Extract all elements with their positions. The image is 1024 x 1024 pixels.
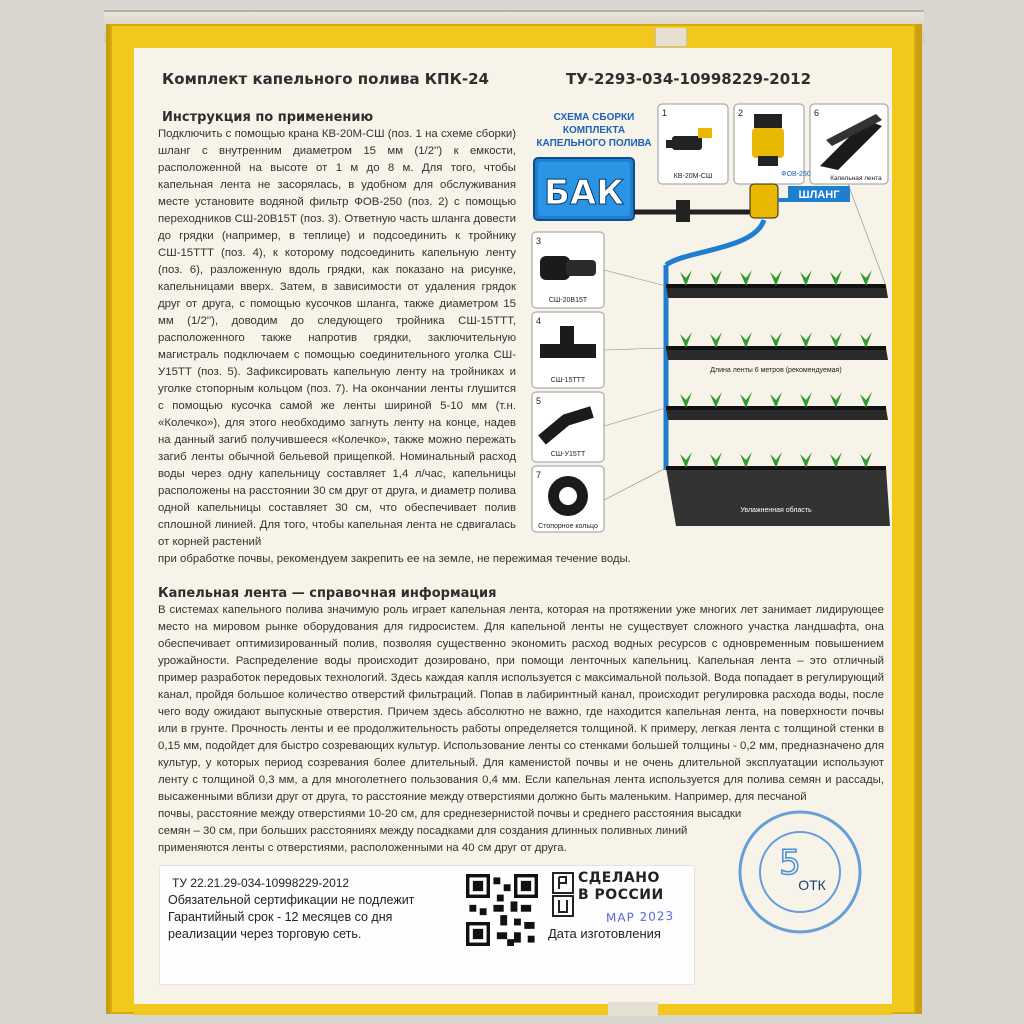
diagram-title-2: КОМПЛЕКТА — [562, 125, 626, 136]
diagram-title-1: СХЕМА СБОРКИ — [553, 112, 635, 123]
bed-row-4 — [666, 452, 890, 526]
part-7-label: Стопорное кольцо — [538, 523, 598, 530]
otk-center: ОТК — [798, 877, 826, 893]
part-5-label: СШ-У15ТТ — [550, 451, 586, 458]
tu-code: ТУ-2293-034-10998229-2012 — [566, 70, 812, 88]
sticker-cert-line-1: Обязательной сертификации не подлежит — [168, 893, 415, 907]
made-in-russia-logo — [552, 872, 574, 918]
sticker-cert-line-3: реализации через торговую сеть. — [168, 927, 362, 941]
part-4-num: 4 — [536, 316, 542, 326]
instructions-heading: Инструкция по применению — [162, 110, 374, 125]
otk-number: 5 — [779, 843, 801, 883]
part-2-label: ФОВ-250 — [781, 171, 811, 178]
made-in-line-1: СДЕЛАНО — [578, 870, 660, 886]
date-stamp: МАР 2023 — [605, 908, 675, 926]
part-1-box — [658, 104, 728, 184]
tank-label: БАК — [543, 173, 625, 213]
diagram-title-3: КАПЕЛЬНОГО ПОЛИВА — [536, 138, 652, 149]
part-1-label: КВ-20М-СШ — [673, 173, 713, 180]
box-seam-bottom — [608, 1002, 658, 1016]
date-label: Дата изготовления — [548, 926, 661, 941]
hose-label: ШЛАНГ — [798, 189, 840, 201]
part-3-label: СШ-20В15Т — [548, 297, 588, 304]
assembly-diagram — [526, 100, 896, 540]
part-5-num: 5 — [536, 396, 542, 406]
length-label: Длина ленты 6 метров (рекомендуемая) — [710, 367, 842, 374]
made-in-russia-text — [578, 870, 664, 904]
part-3-num: 3 — [536, 236, 542, 246]
bottom-strip — [134, 1005, 892, 1015]
part-7-num: 7 — [536, 470, 542, 480]
bed-row-2 — [666, 332, 888, 360]
sticker-cert-line-2: Гарантийный срок - 12 месяцев со дня — [168, 910, 393, 924]
part-6-box — [810, 104, 888, 184]
part-6-num: 6 — [814, 108, 820, 118]
part-2-num: 2 — [738, 108, 744, 118]
moist-label: Увлажненная область — [740, 507, 812, 514]
box-seam — [655, 28, 687, 47]
otk-stamp — [736, 808, 864, 936]
reference-tail: почвы, расстояние между отверстиями 10-20 см, для среднезернистой почвы и среднего расстояния высадки семян – 30 см, при больших расстояниях между посадками для создания длинных поливных линий применяются ленты с отверстиями, расположенными на 40 см друг от друга. — [158, 808, 742, 854]
part-4-label: СШ-15ТТТ — [550, 377, 586, 384]
part-6-label: Капельная лента — [830, 175, 882, 182]
instructions-body: Подключить с помощью крана КВ-20М-СШ (поз. 1 на схеме сборки) шланг с внутренним диаметром 15 мм (1/2'') к емкости, расположенной на высоте от 1 м до 8 м. Для того, чтобы капельная лента не засорялась, в удобном для обслуживания месте установите водяной фильтр ФОВ-250 (поз. 2) с помощью переходников СШ-20В15Т (поз. 3). Ответную часть шланга довести до грядки (например, в теплице) и подсоединить к тройнику СШ-15ТТТ (поз. 4), к которому подсоединить капельную ленту (поз. 6), разложенную вдоль грядки, как показано на рисунке, капельницами вверх. Затем, в зависимости от удаления грядок друг от друга, с помощью кусочков шланга, также диаметром 15 мм (1/2''), доводим до следующего тройника СШ-15ТТТ, расположенного также напротив грядки, заключительную магистраль подключаем с помощью соединительного уголка СШ-У15ТТ (поз. 5). Зафиксировать капельную ленту на тройниках и уголке стопорным кольцом (поз. 7). На окончании ленты глушится с помощью кусочка самой же ленты шириной 5-10 мм (т.н. «Колечко»), для этого необходимо загнуть ленту на конце, надев на данный загиб получившееся «Колечко», также можно пережать загиб ленты обычной бельевой прищепкой. Номинальный расход воды через одну капельницу составляет 1,4 л/час, капельницы расположены на расстоянии 30 см друг от друга, и диаметр полива одной капельницы составляет 30 см, что обеспечивает полив сплошной линией. Для того, чтобы капельная лента не сдвигалась от корней растений — [158, 128, 516, 548]
made-in-line-2: В РОССИИ — [578, 887, 664, 903]
reference-body: В системах капельного полива значимую роль играет капельная лента, которая на протяжении уже многих лет занимает лидирующее место на мировом рынке оборудования для гидросистем. Для капельной ленты не существует сложного участка ландшафта, она обеспечивает оптимизированный полив, позволяя существенно экономить расход водных ресурсов с одновременным повышением урожайности. Распределение воды происходит дозировано, при помощи ленточных капельниц. Капельная лента – это отличный пример разработок передовых технологий. Здесь каждая капля используется с максимальной пользой. Вода попадает в регулирующий канал, пройдя большое количество отверстий фильтраций. Попав в лабиринтный канал, происходит регулировка расхода воды, после чего воду ожидают выпускные отверстия. Причем здесь абсолютно не важно, где находится капельная лента, на поверхности почвы или в грунте. Прочность ленты и ее продолжительность работы определяется толщиной. К примеру, легкая лента с толщиной стенки в 0,15 мм, подойдет для быстро созревающих культур. Использование ленты со стенками большей толщины - 0,2 мм, предназначено для культур, у которых период созревания более длительный. Для каменистой почвы и не очень длительной эксплуатации используют ленту с толщиной 0,3 мм, а для многолетнего пользования 0,4 мм. Если капельная лента используется для полива семян и рассады, высаженными вблизи друг от друга, то расстояние между отверстиями должно быть маленьким. Например, для песчаной — [158, 604, 884, 803]
sticker-cert — [168, 892, 468, 943]
product-title: Комплект капельного полива КПК-24 — [162, 70, 489, 88]
pipeline — [634, 184, 816, 470]
part-1-num: 1 — [662, 108, 668, 118]
sticker-tu: ТУ 22.21.29-034-10998229-2012 — [172, 876, 350, 890]
reference-heading: Капельная лента — справочная информация — [158, 586, 497, 601]
instructions-tail: при обработке почвы, рекомендуем закрепить ее на земле, не пережимая течение воды. — [158, 553, 631, 565]
bed-row-1 — [666, 270, 888, 298]
qr-code-icon — [466, 874, 538, 946]
bed-row-3 — [666, 392, 888, 420]
